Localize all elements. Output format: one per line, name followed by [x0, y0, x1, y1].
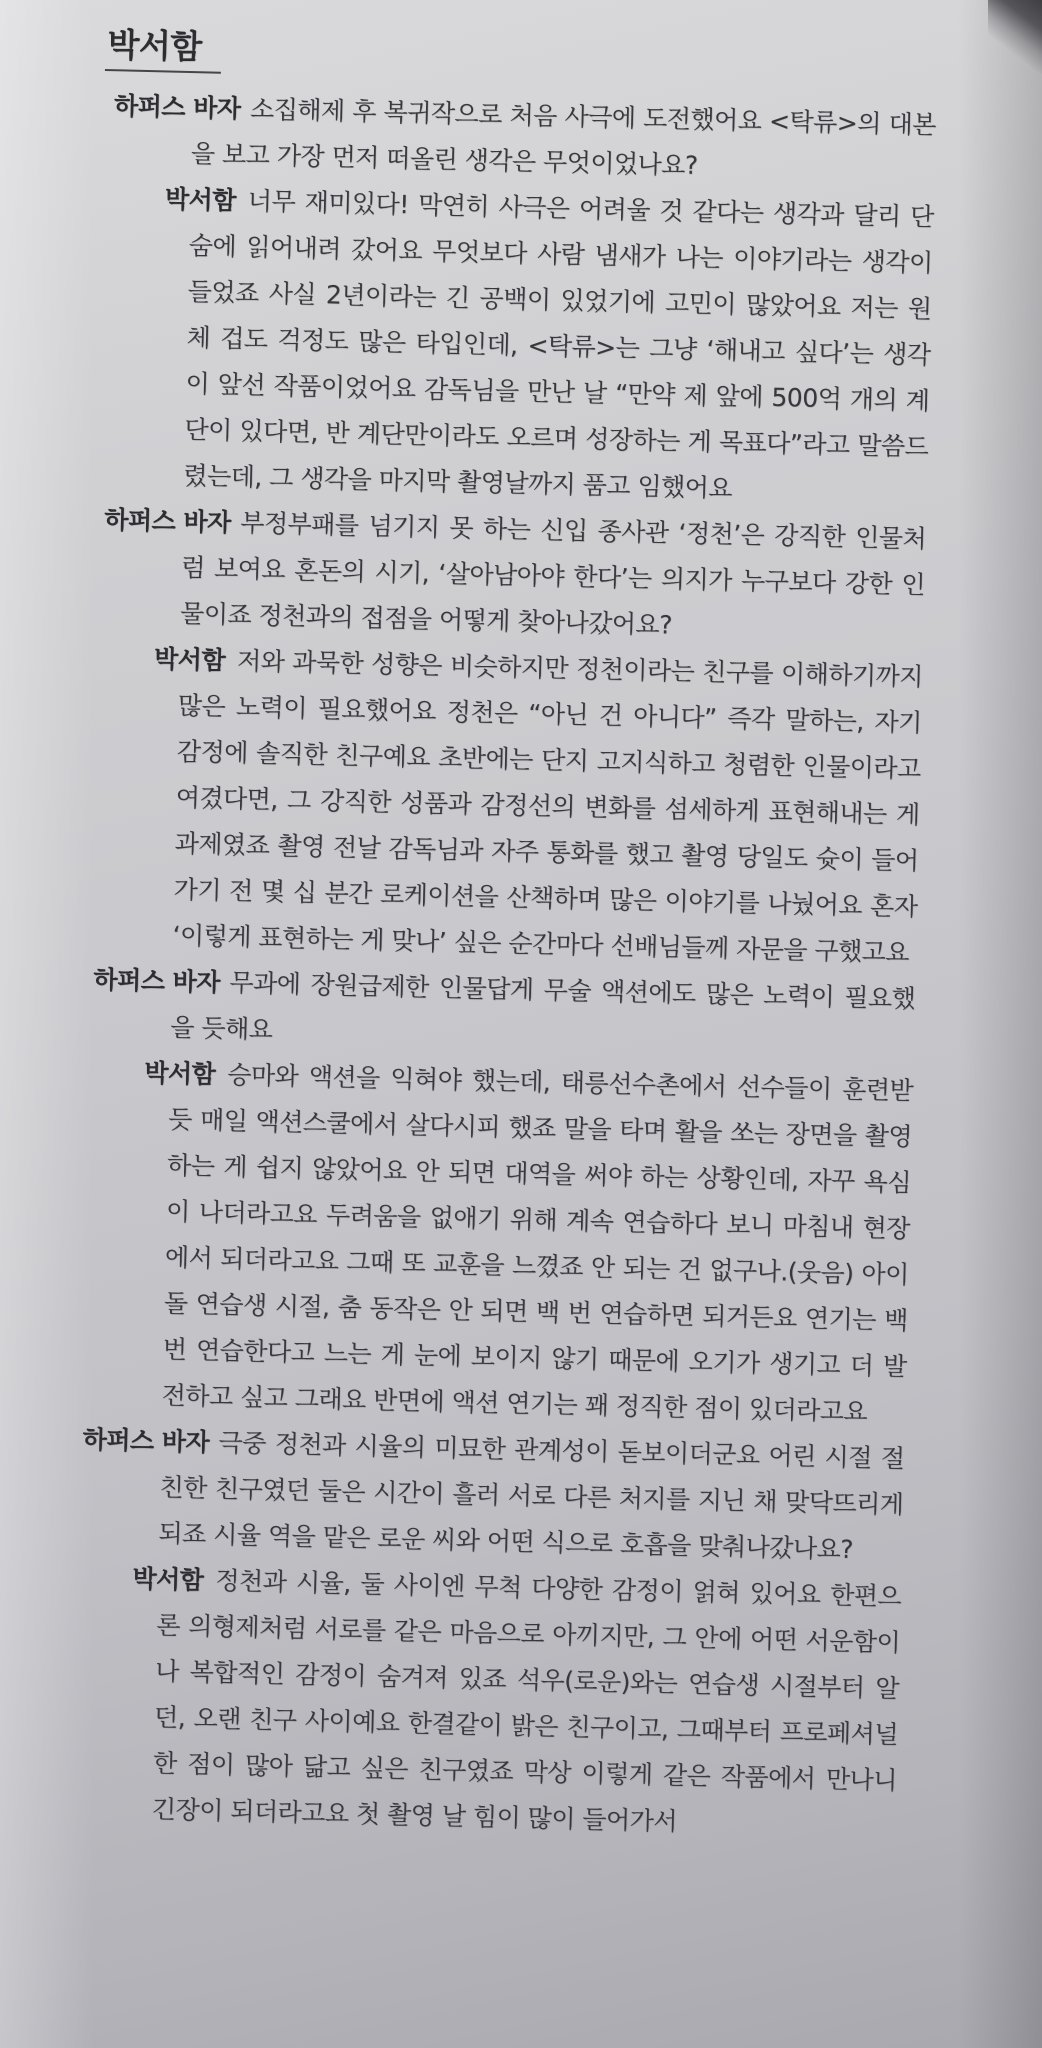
speaker-label: 박서함: [144, 1058, 216, 1089]
page-title: 박서함: [105, 24, 222, 74]
qa-block: [73, 1049, 913, 1436]
dialogue-text: 승마와 액션을 익혀야 했는데, 태릉선수촌에서 선수들이 훈련받듯 매일 액션스쿨에서 살다시피 했죠 말을 타며 활을 쏘는 장면을 촬영하는 게 쉽지 않았어요 안 되면 대역을 써야 하는 상황인데, 자꾸 욕심이 나더라고요 두려움을 없애기 위해 계속 연습하다 보니 마침내 현장에서 되더라고요 그때 또 교훈을 느꼈죠 안 되는 건 없구나.(웃음) 아이돌 연습생 시절, 춤 동작은 안 되면 백 번 연습하면 되거든요 연기는 백 번 연습한다고 느는 게 눈에 보이지 않기 때문에 오기가 생기고 더 발전하고 싶고 그래요 반면에 액션 연기는 꽤 정직한 점이 있더라고요: [161, 1060, 914, 1427]
dialogue-text: 부정부패를 넘기지 못 하는 신입 종사관 ‘정천’은 강직한 인물처럼 보여요 혼돈의 시기, ‘살아남아야 한다’는 의지가 누구보다 강한 인물이죠 정천과의 접점을 어떻게 찾아나갔어요?: [179, 508, 927, 640]
qa-block: [70, 1417, 905, 1575]
title-row: [105, 24, 938, 91]
dialogue-text: 정천과 시율, 둘 사이엔 무척 다양한 감정이 얽혀 있어요 한편으론 의형제처럼 서로를 같은 마음으로 아끼지만, 그 안에 어떤 서운함이나 복합적인 감정이 숨겨져 있죠 석우(로운)와는 연습생 시절부터 알던, 오랜 친구 사이예요 한결같이 밝은 친구이고, 그때부터 프로페셔널한 점이 많아 닮고 싶은 친구였죠 막상 이렇게 같은 작품에서 만나니 긴장이 되더라고요 첫 촬영 날 힘이 많이 들어가서: [151, 1566, 902, 1836]
interview-article: [63, 24, 937, 1850]
dialogue-text: 소집해제 후 복귀작으로 처음 사극에 도전했어요 <탁류>의 대본을 보고 가장 먼저 떠올린 생각은 무엇이었나요?: [190, 94, 937, 180]
speaker-label: 박서함: [164, 184, 237, 216]
speaker-label: 하퍼스 바자: [113, 91, 241, 124]
dialogue-text: 저와 과묵한 성향은 비슷하지만 정천이라는 친구를 이해하기까지 많은 노력이 필요했어요 정천은 “아닌 건 아니다” 즉각 말하는, 자기 감정에 솔직한 친구예요 초반에는 단지 고지식하고 청렴한 인물이라고 여겼다면, 그 강직한 성품과 감정선의 변화를 섬세하게 표현해내는 게 과제였죠 촬영 전날 감독님과 자주 통화를 했고 촬영 당일도 슛이 들어가기 전 몇 십 분간 로케이션을 산책하며 많은 이야기를 나눴어요 혼자 ‘이렇게 표현하는 게 맞나’ 싶은 순간마다 선배님들께 자문을 구했고요: [172, 646, 924, 968]
qa-block: [63, 1555, 901, 1851]
page-corner-shadow: [988, 0, 1042, 74]
dialogue-text: 무과에 장원급제한 인물답게 무술 액션에도 많은 노력이 필요했을 듯해요: [170, 968, 916, 1045]
qa-block: [92, 497, 927, 655]
speaker-label: 박서함: [132, 1564, 204, 1595]
dialogue-text: 너무 재미있다! 막연히 사극은 어려울 것 같다는 생각과 달리 단숨에 읽어내려 갔어요 무엇보다 사람 냄새가 나는 이야기라는 생각이 들었죠 사실 2년이라는 긴 공백이 있었기에 고민이 많았어요 저는 원체 겁도 걱정도 많은 타입인데, <탁류>는 그냥 ‘해내고 싶다’는 생각이 앞선 작품이었어요 감독님을 만난 날 “만약 제 앞에 500억 개의 계단이 있다면, 반 계단만이라도 오르며 성장하는 게 목표다”라고 말씀드렸는데, 그 생각을 마지막 촬영날까지 품고 임했어요: [183, 186, 935, 503]
speaker-label: 하퍼스 바자: [82, 1424, 210, 1457]
speaker-label: 박서함: [153, 644, 226, 675]
qa-block: [84, 635, 923, 977]
qa-block: [95, 175, 934, 517]
dialogue-text: 극중 정천과 시율의 미묘한 관계성이 돋보이더군요 어린 시절 절친한 친구였던 둘은 시간이 흘러 서로 다른 처지를 지닌 채 맞닥뜨리게 되죠 시율 역을 맡은 로운 씨와 어떤 식으로 호흡을 맞춰나갔나요?: [158, 1428, 905, 1565]
speaker-label: 하퍼스 바자: [93, 964, 221, 997]
speaker-label: 하퍼스 바자: [103, 505, 232, 538]
